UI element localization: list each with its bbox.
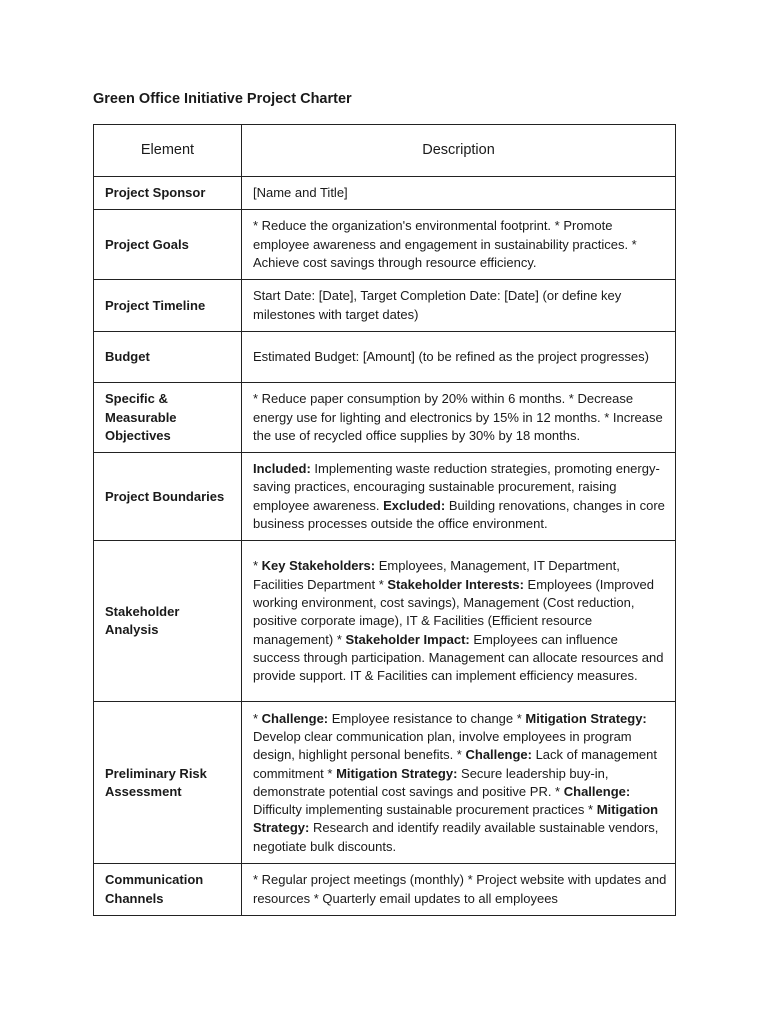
description-text: * Reduce paper consumption by 20% within 6 months. * Decrease energy use for lighting and electronics by 15% in 12 months. * Increase the use of recycled office supplies by 30% by 18 months. (253, 391, 663, 443)
description-text: Difficulty implementing sustainable procurement practices * (253, 802, 597, 818)
description-text: Develop clear communication plan, involve employees in program design, highlight personal benefits. * (253, 728, 632, 763)
row-description (242, 453, 676, 541)
row-element-label: Project Sponsor (94, 177, 242, 210)
description-bold-label: Challenge: (261, 710, 329, 726)
table-header-row (94, 125, 676, 177)
table-body (94, 177, 676, 916)
description-text: Employees, Management, IT Department, Facilities Department * (253, 558, 620, 592)
table-row (94, 702, 676, 864)
description-text: Implementing waste reduction strategies, promoting energy-saving practices, encouraging sustainable procurement, raising employee awareness. (253, 461, 660, 513)
table-row (94, 864, 676, 916)
description-text: Employees (Improved working environment, cost savings), Management (Cost reduction, positive corporate image), IT & Facilities (Efficient resource management) * (253, 576, 654, 647)
description-text: * Reduce the organization's environmental footprint. * Promote employee awareness and engagement in sustainability practices. * Achieve cost savings through resource efficiency. (253, 218, 637, 270)
description-text: Secure leadership buy-in, demonstrate potential cost savings and positive PR. * (253, 765, 609, 799)
description-text: * Regular project meetings (monthly) * Project website with updates and resources * Quarterly email updates to all employees (253, 872, 667, 906)
row-description (242, 332, 676, 383)
row-description (242, 383, 676, 453)
row-element-label: Preliminary Risk Assessment (94, 702, 242, 864)
row-element-label: Project Timeline (94, 280, 242, 332)
description-text: Start Date: [Date], Target Completion Date: [Date] (or define key milestones with target dates) (253, 288, 622, 322)
description-bold-label: Key Stakeholders: (261, 558, 376, 574)
description-bold-label: Included: (253, 461, 311, 477)
description-text: Estimated Budget: [Amount] (to be refined as the project progresses) (253, 349, 649, 365)
description-bold-label: Stakeholder Impact: (345, 631, 470, 647)
description-bold-label: Excluded: (383, 497, 446, 513)
description-text: Lack of management commitment * (253, 747, 657, 781)
description-bold-label: Challenge: (465, 747, 532, 763)
column-header-description: Description (242, 125, 676, 177)
row-element-label: Project Boundaries (94, 453, 242, 541)
row-element-label: Budget (94, 332, 242, 383)
description-text: Employees can influence success through participation. Management can allocate resources and provide support. IT & Facilities can implement efficiency measures. (253, 631, 664, 684)
row-description (242, 280, 676, 332)
row-element-label: Project Goals (94, 210, 242, 280)
project-charter-table (93, 124, 676, 916)
description-text: Employee resistance to change * (328, 710, 526, 726)
row-description (242, 541, 676, 702)
table-row (94, 383, 676, 453)
description-bold-label: Challenge: (563, 783, 631, 799)
description-bold-label: Mitigation Strategy: (336, 765, 458, 781)
description-bold-label: Stakeholder Interests: (387, 576, 524, 592)
description-bold-label: Mitigation Strategy: (525, 710, 647, 726)
description-text: * (253, 558, 262, 574)
row-description (242, 864, 676, 916)
row-element-label: Communication Channels (94, 864, 242, 916)
table-row (94, 332, 676, 383)
row-element-label: Stakeholder Analysis (94, 541, 242, 702)
description-text: * (253, 710, 262, 726)
description-bold-label: Mitigation Strategy: (253, 802, 659, 836)
table-row (94, 541, 676, 702)
table-row (94, 177, 676, 210)
description-text: [Name and Title] (253, 185, 348, 200)
row-description (242, 702, 676, 864)
table-row (94, 280, 676, 332)
row-description (242, 210, 676, 280)
description-text: Building renovations, changes in core business processes outside the office environment. (253, 497, 665, 532)
table-row (94, 210, 676, 280)
column-header-element: Element (94, 125, 242, 177)
table-row (94, 453, 676, 541)
document-title: Green Office Initiative Project Charter (93, 91, 352, 107)
description-text: Research and identify readily available sustainable vendors, negotiate bulk discounts. (253, 820, 659, 854)
row-description (242, 177, 676, 210)
row-element-label: Specific & Measurable Objectives (94, 383, 242, 453)
